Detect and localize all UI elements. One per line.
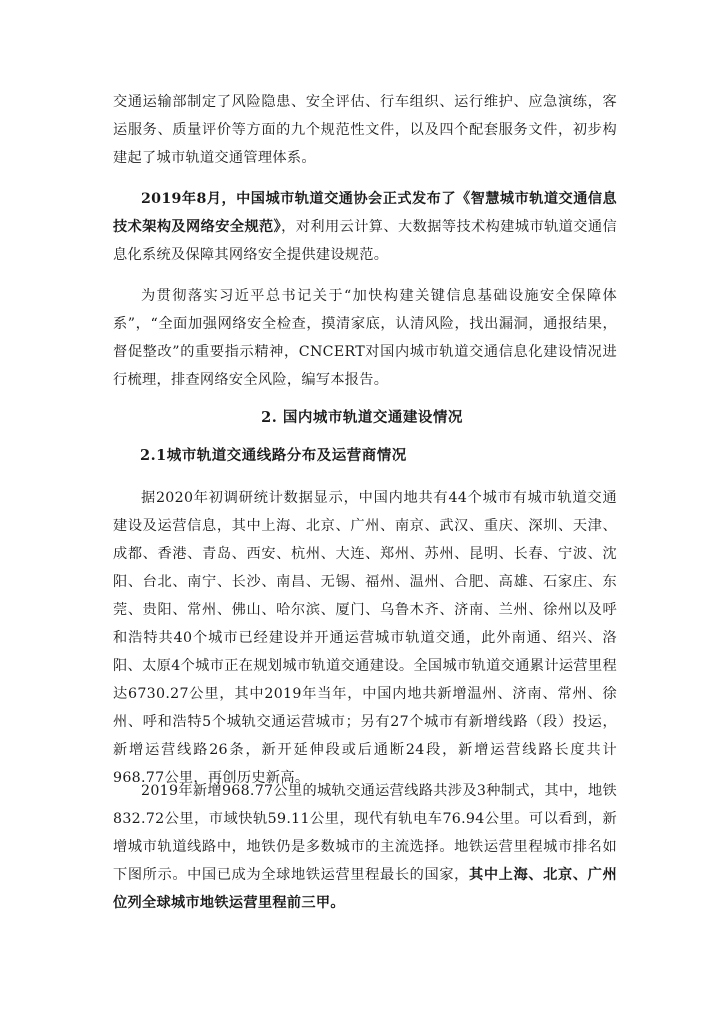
paragraph-new-lines-2019 [113,777,617,917]
paragraph-text: 据2020年初调研统计数据显示，中国内地共有44个城市有城市轨道交通建设及运营信息，其中上海、北京、广州、南京、武汉、重庆、深圳、天津、成都、香港、青岛、西安、杭州、大连、郑州、苏州、昆明、长春、宁波、沈阳、台北、南宁、长沙、南昌、无锡、福州、温州、合肥、高雄、石家庄、东莞、贵阳、常州、佛山、哈尔滨、厦门、乌鲁木齐、济南、兰州、徐州以及呼和浩特共40个城市已经建设并开通运营城市轨道交通，此外南通、绍兴、洛阳、太原4个城市正在规划城市轨道交通建设。全国城市轨道交通累计运营里程达6730.27公里，其中2019年当年，中国内地共新增温州、济南、常州、徐州、呼和浩特5个城轨交通运营城市；另有27个城市有新增线路（段）投运，新增运营线路26条，新开延伸段或后通断24段，新增运营线路长度共计968.77公里，再创历史新高。 [113,490,617,786]
bold-text: 其中上海、北京、广州位列全球城市地铁运营里程前三甲。 [113,867,617,911]
paragraph-standard-release [113,185,617,269]
subsection-heading: 2.1城市轨道交通线路分布及运营商情况 [140,447,407,464]
paragraph-text: 为贯彻落实习近平总书记关于“加快构建关键信息基础设施安全保障体系”，“全面加强网络安全检查，摸清家底，认清风险，找出漏洞，通报结果，督促整改”的重要指示精神，CNCERT对国内城市轨道交通信息化建设情况进行梳理，排查网络安全风险，编写本报告。 [113,288,617,388]
bold-text: 2019年8月，中国城市轨道交通协会正式发布了《智慧城市轨道交通信息技术架构及网络安全规范》 [113,191,617,235]
paragraph-management-system [113,88,617,172]
paragraph-report-purpose [113,282,617,394]
section-heading: 2. 国内城市轨道交通建设情况 [261,409,463,426]
paragraph-text: ，对利用云计算、大数据等技术构建城市轨道交通信息化系统及保障其网络安全提供建设规范。 [113,219,617,263]
paragraph-text: 2019年新增968.77公里的城轨交通运营线路共涉及3种制式，其中，地铁832.72公里，市域快轨59.11公里，现代有轨电车76.94公里。可以看到，新增城市轨道线路中，地铁仍是多数城市的主流选择。地铁运营里程城市排名如下图所示。中国已成为全球地铁运营里程最长的国家， [113,783,617,883]
paragraph-city-distribution [113,484,617,792]
paragraph-text: 交通运输部制定了风险隐患、安全评估、行车组织、运行维护、应急演练，客运服务、质量评价等方面的九个规范性文件，以及四个配套服务文件，初步构建起了城市轨道交通管理体系。 [113,94,617,166]
